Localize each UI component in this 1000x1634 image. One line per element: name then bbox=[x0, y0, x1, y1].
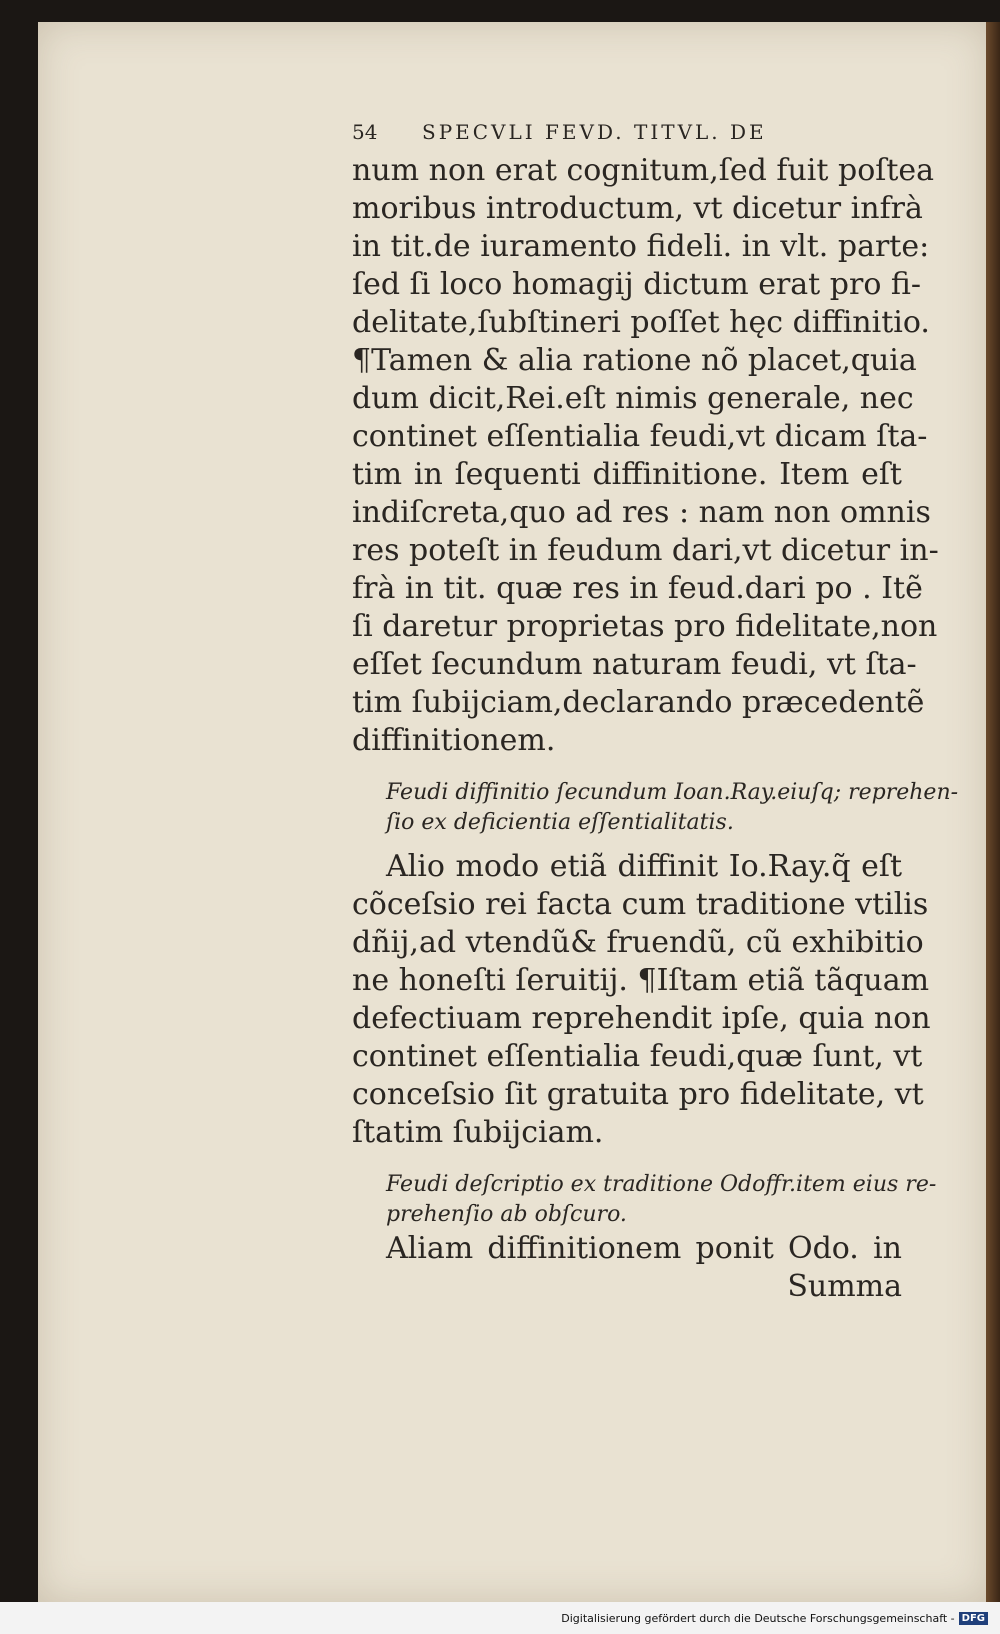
text-line: res poteſt in feudum dari,vt dicetur in- bbox=[352, 533, 939, 568]
text-line: num non erat cognitum,ſed fuit poſtea bbox=[352, 153, 935, 188]
footer-credit: Digitalisierung gefördert durch die Deutsche Forschungsgemeinschaft - bbox=[561, 1611, 955, 1625]
text-line: dum dicit,Rei.eſt nimis generale, nec bbox=[352, 381, 914, 416]
page-number: 54 bbox=[352, 120, 378, 144]
text-line: diffinitionem. bbox=[352, 723, 556, 758]
text-line: cõceſsio rei facta cum traditione vtilis bbox=[352, 887, 929, 922]
text-line: ſtatim ſubijciam. bbox=[352, 1115, 604, 1150]
text-line: ¶Tamen & alia ratione nõ placet,quia bbox=[352, 343, 917, 378]
paragraph-3 bbox=[352, 1230, 902, 1306]
text-line: eſſet ſecundum naturam feudi, vt ſta- bbox=[352, 647, 917, 682]
text-line: tim ſubijciam,declarando præcedentẽ bbox=[352, 685, 925, 720]
text-line: Alio modo etiã diffinit Io.Ray.q̃ eſt bbox=[386, 849, 902, 884]
text-line: indiſcreta,quo ad res : nam non omnis bbox=[352, 495, 931, 530]
text-line: Aliam diffinitionem ponit Odo. in bbox=[386, 1231, 902, 1266]
text-line: in tit.de iuramento fideli. in vlt. parte: bbox=[352, 229, 930, 264]
paragraph-1 bbox=[352, 152, 939, 760]
running-title: SPECVLI FEVD. TITVL. DE bbox=[422, 120, 767, 144]
text-line: continet eſſentialia feudi,vt dicam ſta- bbox=[352, 419, 928, 454]
dfg-logo: DFG bbox=[959, 1612, 988, 1625]
text-line: conceſsio ſit gratuita pro fidelitate, vt bbox=[352, 1077, 924, 1112]
book-spine bbox=[986, 22, 1000, 1602]
text-line: delitate,ſubſtineri poſſet hęc diffinitio. bbox=[352, 305, 930, 340]
text-line: tim in ſequenti diffinitione. Item eſt bbox=[352, 457, 902, 492]
text-line: ne honeſti ſeruitij. ¶Iſtam etiã tãquam bbox=[352, 963, 930, 998]
page-text bbox=[352, 152, 959, 1306]
note-line: ſio ex deficientia eſſentialitatis. bbox=[386, 810, 734, 835]
marginal-note-2 bbox=[386, 1170, 937, 1230]
text-line: ſed ſi loco homagij dictum erat pro fi- bbox=[352, 267, 922, 302]
text-line: frà in tit. quæ res in feud.dari po . Itẽ bbox=[352, 571, 923, 606]
note-line: prehenſio ab obſcuro. bbox=[386, 1202, 627, 1227]
text-line: ſi daretur proprietas pro fidelitate,non bbox=[352, 609, 938, 644]
text-line: continet eſſentialia feudi,quæ ſunt, vt bbox=[352, 1039, 923, 1074]
text-line: defectiuam reprehendit ipſe, quia non bbox=[352, 1001, 931, 1036]
marginal-note-1 bbox=[386, 778, 959, 838]
text-line: moribus introductum, vt dicetur infrà bbox=[352, 191, 923, 226]
paragraph-2 bbox=[352, 848, 931, 1152]
note-line: Feudi diffinitio ſecundum Ioan.Ray.eiuſq; reprehen- bbox=[386, 780, 959, 805]
catchword: Summa bbox=[787, 1269, 902, 1304]
digitization-footer bbox=[0, 1602, 1000, 1634]
text-line: dñij,ad vtendũ& fruendũ, cũ exhibitio bbox=[352, 925, 924, 960]
note-line: Feudi deſcriptio ex traditione Odoffr.item eius re- bbox=[386, 1172, 937, 1197]
running-header bbox=[352, 120, 892, 144]
